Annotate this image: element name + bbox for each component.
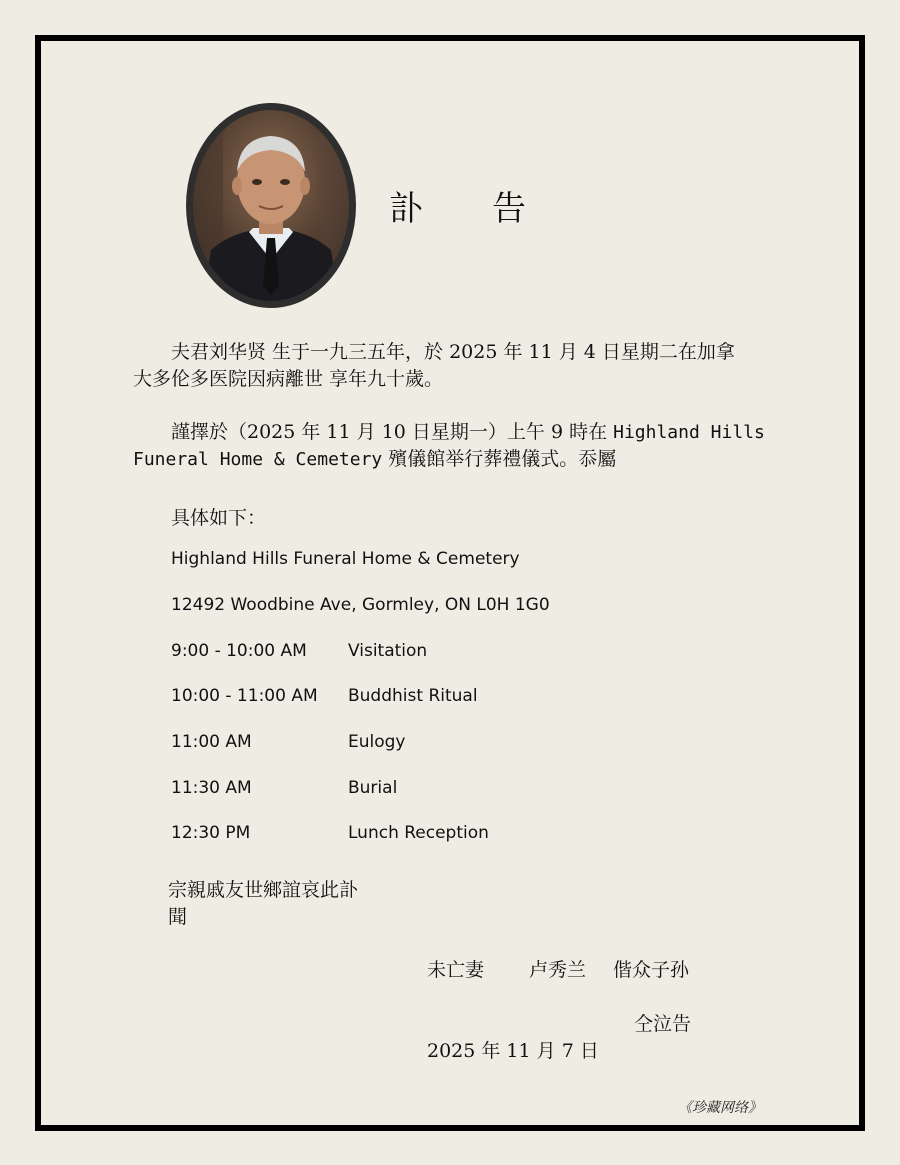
schedule-event: Visitation (348, 641, 428, 661)
schedule-time: 12:30 PM (171, 823, 251, 843)
schedule-event: Buddhist Ritual (348, 686, 478, 706)
title-char-2: 告 (492, 189, 527, 229)
signer-role: 未亡妻 (427, 959, 485, 981)
paragraph2-line1-prefix: 謹擇於（2025 年 11 月 10 日星期一）上午 9 時在 (171, 421, 614, 443)
paragraph1-line1: 夫君刘华贤 生于一九三五年，於 2025 年 11 月 4 日星期二在加拿 (171, 341, 735, 363)
portrait-photo (186, 103, 356, 308)
venue-name: Highland Hills Funeral Home & Cemetery (171, 549, 520, 569)
schedule-event: Lunch Reception (348, 823, 489, 843)
portrait-illustration (193, 110, 349, 301)
signer-name: 卢秀兰 (529, 959, 587, 981)
notice-title (389, 181, 527, 230)
title-char-1: 訃 (389, 189, 424, 229)
schedule-time: 10:00 - 11:00 AM (171, 686, 318, 706)
schedule-event: Eulogy (348, 732, 406, 752)
watermark: 《珍藏网络》 (678, 1100, 762, 1116)
paragraph2-line1-venue: Highland Hills (613, 422, 765, 443)
closing-line1: 宗親戚友世鄉誼哀此訃 (168, 879, 359, 901)
closing-line2: 聞 (168, 906, 188, 928)
notice-frame (35, 35, 865, 1131)
schedule-event: Burial (348, 778, 398, 798)
signer-family: 偕众子孙 (613, 959, 690, 981)
schedule-time: 11:00 AM (171, 732, 252, 752)
schedule-time: 9:00 - 10:00 AM (171, 641, 307, 661)
schedule-time: 11:30 AM (171, 778, 252, 798)
paragraph2-line2-venue: Funeral Home & Cemetery (133, 449, 383, 470)
paragraph2-line2-suffix: 殯儀館举行葬禮儀式。忝屬 (382, 448, 617, 470)
paragraph1-line2: 大多伦多医院因病離世 享年九十歲。 (133, 368, 444, 390)
venue-address: 12492 Woodbine Ave, Gormley, ON L0H 1G0 (171, 595, 550, 615)
paragraph2-line2 (133, 446, 616, 473)
paragraph2-line1 (171, 419, 765, 446)
signoff: 仝泣告 (634, 1013, 692, 1035)
notice-date: 2025 年 11 月 7 日 (427, 1040, 599, 1062)
details-heading: 具体如下： (171, 507, 267, 529)
